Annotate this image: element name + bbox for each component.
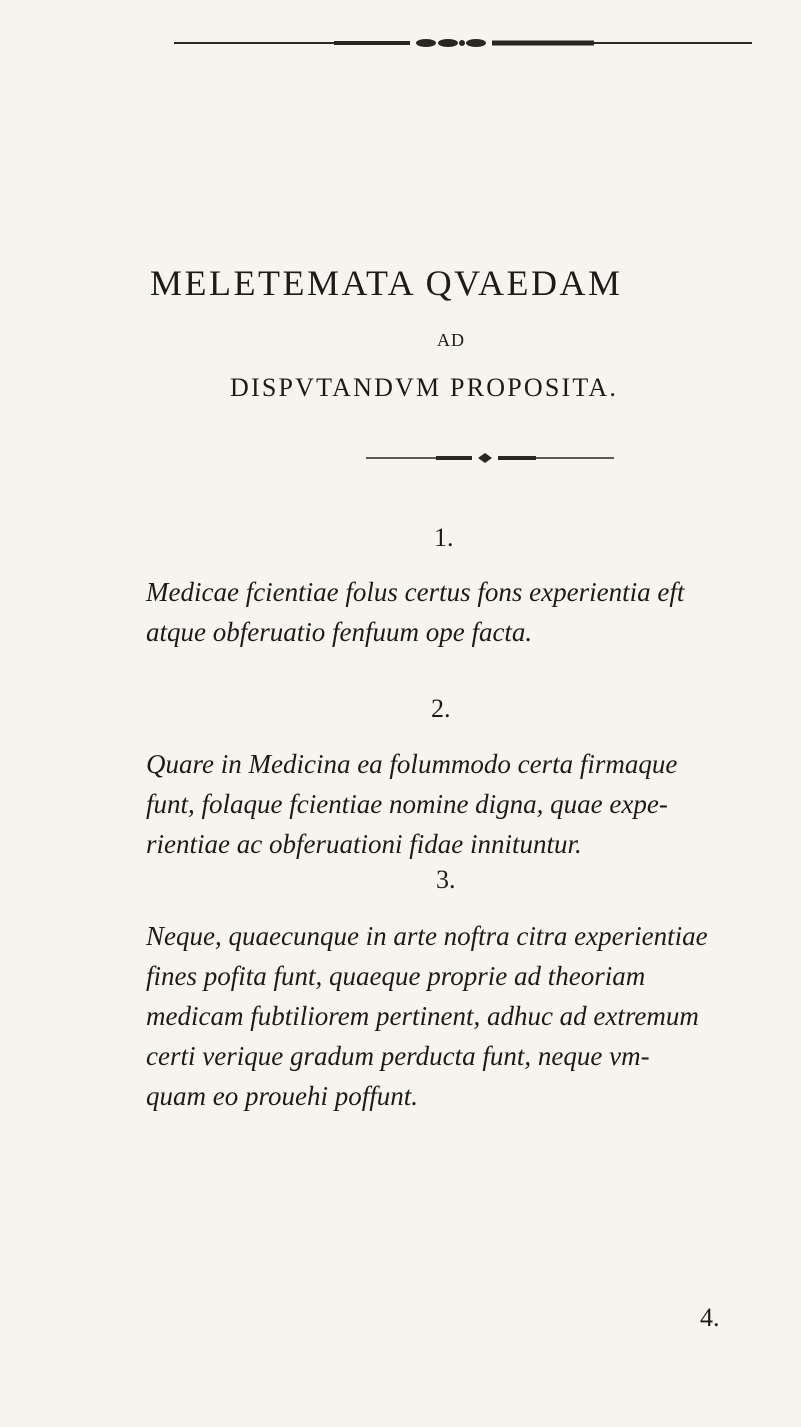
proposition-3-line-3: medicam fubtiliorem pertinent, adhuc ad extremum	[146, 1001, 699, 1031]
page-title: MELETEMATA QVAEDAM	[150, 263, 623, 303]
proposition-2-line-1: Quare in Medicina ea folummodo certa firmaque	[146, 749, 678, 779]
proposition-3-line-2: fines pofita funt, quaeque proprie ad theoriam	[146, 961, 646, 991]
proposition-3-line-5: quam eo prouehi poffunt.	[146, 1081, 418, 1111]
proposition-1-line-2: atque obferuatio fenfuum ope facta.	[146, 617, 533, 647]
proposition-1-line-1: Medicae fcientiae folus certus fons experientia eft	[146, 577, 685, 607]
catchword: 4.	[700, 1303, 720, 1332]
proposition-2-line-3: rientiae ac obferuationi fidae innituntur.	[146, 829, 582, 859]
proposition-3	[146, 916, 778, 1116]
proposition-3-line-4: certi verique gradum perducta funt, neque vm-	[146, 1041, 650, 1071]
proposition-number-3: 3.	[436, 865, 456, 894]
proposition-number-2: 2.	[431, 694, 451, 723]
title-ad: AD	[437, 330, 465, 350]
proposition-3-line-1: Neque, quaecunque in arte noftra citra experientiae	[146, 921, 708, 951]
proposition-number-1: 1.	[434, 523, 454, 552]
divider-ornament	[366, 452, 614, 464]
proposition-2-line-2: funt, folaque fcientiae nomine digna, quae expe-	[146, 789, 668, 819]
title-subtitle: DISPVTANDVM PROPOSITA.	[230, 373, 619, 402]
proposition-1	[146, 572, 778, 652]
top-ornament-rule	[174, 36, 752, 50]
proposition-2	[146, 744, 778, 864]
